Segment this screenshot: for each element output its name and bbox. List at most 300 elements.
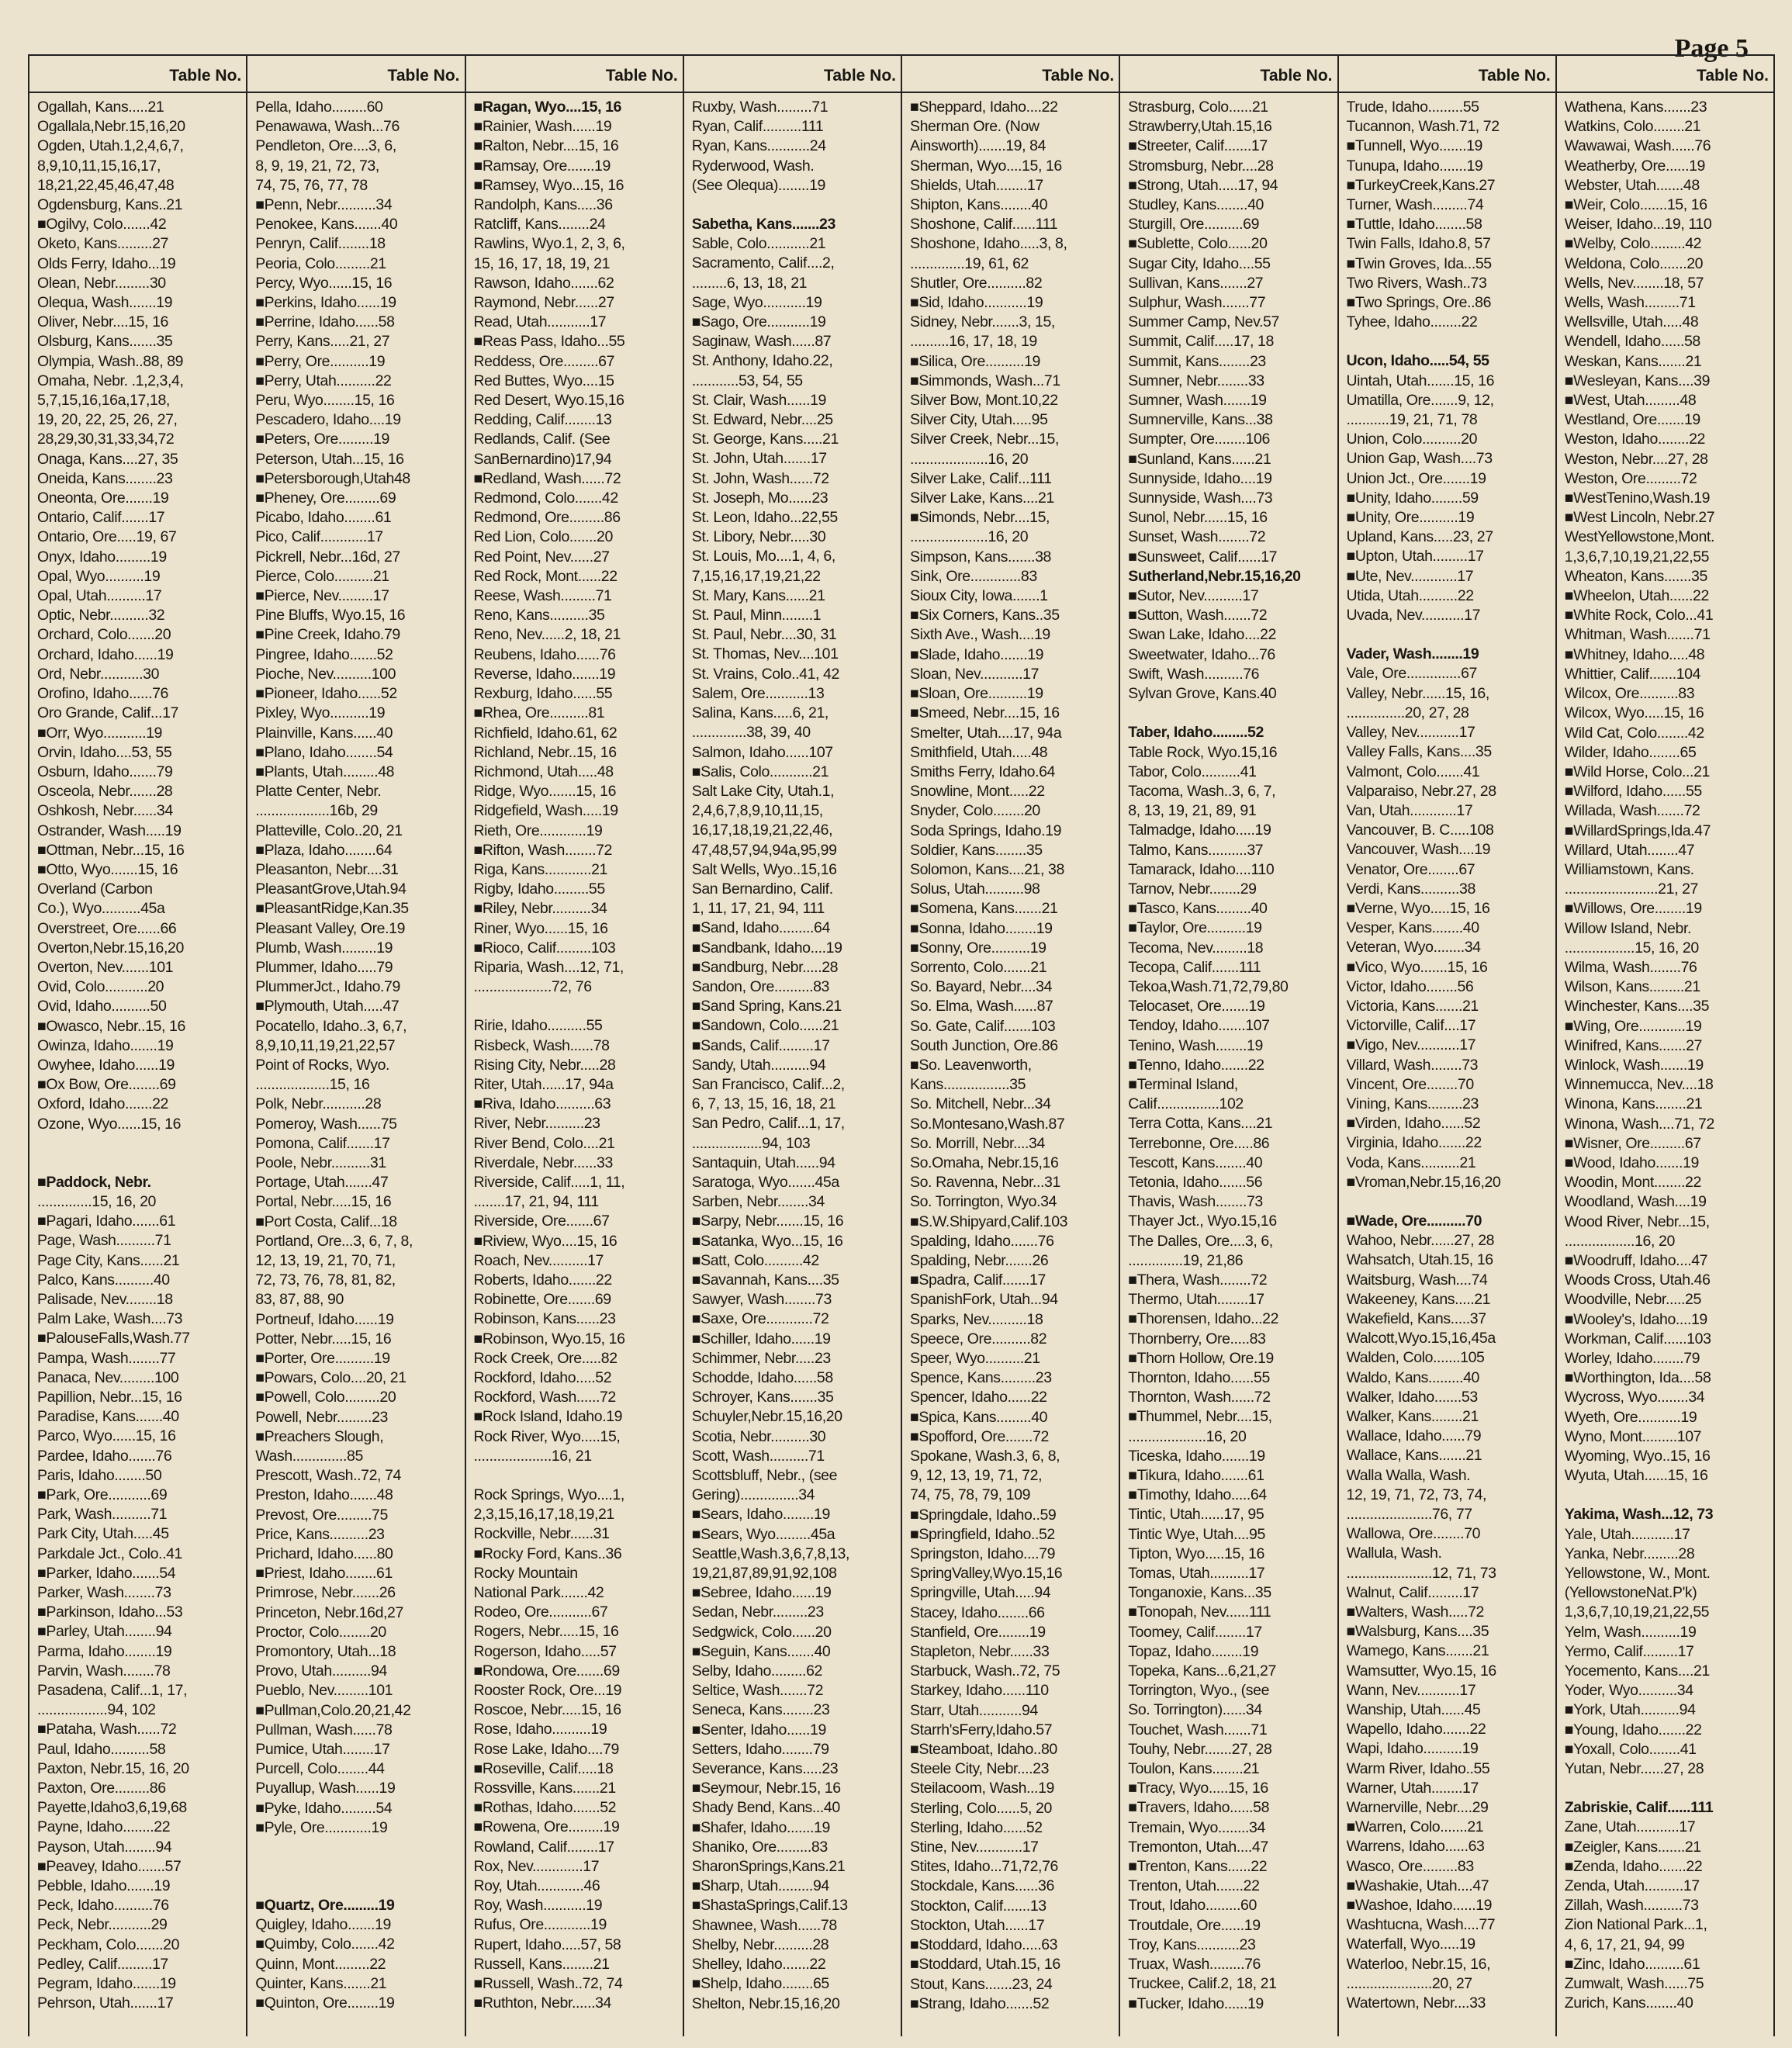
station-entry: Pierce, Colo..........21	[255, 567, 389, 585]
station-entry: ■Spadra, Calif.......17	[910, 1271, 1046, 1289]
station-entry: Walla Walla, Wash.	[1346, 1466, 1471, 1484]
station-entry: Walker, Kans........21	[1346, 1408, 1479, 1425]
station-entry: Summit, Calif.....17, 18	[1128, 333, 1274, 351]
station-entry: Wendell, Idaho......58	[1564, 333, 1700, 351]
station-entry: ............53, 54, 55	[691, 372, 803, 389]
station-entry: Olsburg, Kans.......35	[37, 333, 173, 351]
station-entry: Wyno, Mont.........107	[1564, 1427, 1702, 1445]
station-entry: ■Plants, Utah.........48	[255, 763, 395, 780]
column-header: Table No.	[466, 56, 683, 93]
station-entry: Plummer, Idaho.....79	[255, 958, 393, 976]
station-entry: ■Seguin, Kans.......40	[691, 1642, 831, 1660]
station-entry: ■Timothy, Idaho.....64	[1128, 1486, 1267, 1504]
station-entry: Troy, Kans...........23	[1128, 1936, 1256, 1953]
station-entry: ..............38, 39, 40	[691, 724, 811, 742]
station-entry: Rupert, Idaho.....57, 58	[473, 1936, 621, 1953]
station-entry: PleasantGrove,Utah.94	[255, 880, 406, 898]
station-entry: Rooster Rock, Ore...19	[473, 1682, 622, 1700]
station-entry: ■Sonna, Idaho........19	[910, 919, 1053, 937]
station-entry: Stine, Nev............17	[910, 1839, 1039, 1856]
station-entry: Rockford, Wash......72	[473, 1389, 616, 1406]
station-entry: Wamego, Kans.......21	[1346, 1642, 1489, 1660]
station-entry: St. Leon, Idaho...22,55	[691, 509, 838, 527]
station-entry: ■Salis, Colo...........21	[691, 763, 829, 780]
station-entry: Wilder, Idaho........65	[1564, 743, 1697, 761]
station-entry: ■Rowena, Ore.........19	[473, 1818, 620, 1836]
station-entry: Plumb, Wash.........19	[255, 939, 393, 957]
column-entries	[1128, 98, 1332, 2014]
station-entry: Opal, Wyo..........19	[37, 567, 161, 585]
section-lead-entry: Zabriskie, Calif......111	[1564, 1799, 1714, 1817]
station-entry: Telocaset, Ore.......19	[1128, 998, 1265, 1015]
station-entry: Stout, Kans.......23, 24	[910, 1975, 1053, 1993]
station-entry: Pegram, Idaho.......19	[37, 1975, 176, 1993]
station-entry: ■Taylor, Ore..........19	[1128, 919, 1262, 937]
station-entry: Penryn, Calif........18	[255, 235, 386, 253]
station-entry: Opal, Utah..........17	[37, 587, 162, 605]
station-entry: Yocemento, Kans....21	[1564, 1662, 1710, 1680]
station-entry: Percy, Wyo......15, 16	[255, 274, 393, 292]
station-entry: ■Walsburg, Kans....35	[1346, 1623, 1489, 1641]
spacer	[1128, 704, 1332, 723]
station-entry: ■Wilford, Idaho......55	[1564, 783, 1702, 801]
station-entry: ■Sand Spring, Kans.21	[691, 998, 842, 1015]
station-entry: Silver Lake, Calif...111	[910, 469, 1052, 487]
station-entry: Victorville, Calif....17	[1346, 1017, 1476, 1035]
station-entry: Shelby, Nebr..........28	[691, 1936, 829, 1953]
station-entry: Olympia, Wash..88, 89	[37, 352, 184, 370]
index-column-3	[466, 56, 684, 2036]
station-entry: Touchet, Wash.......71	[1128, 1721, 1268, 1738]
station-entry: Orvin, Idaho....53, 55	[37, 743, 172, 761]
section-lead-entry: Sutherland,Nebr.15,16,20	[1128, 567, 1301, 585]
station-entry: Red Point, Nev......27	[473, 548, 610, 566]
station-entry: Gering)...............34	[691, 1486, 815, 1504]
station-entry: Tarnov, Nebr........29	[1128, 880, 1257, 898]
station-entry: Ridgefield, Wash.....19	[473, 802, 618, 820]
station-entry: Roberts, Idaho.......22	[473, 1271, 612, 1289]
station-entry: ■Woodruff, Idaho....47	[1564, 1251, 1708, 1269]
station-entry: Oshkosh, Nebr......34	[37, 802, 173, 820]
station-entry: Scotia, Nebr..........30	[691, 1427, 826, 1445]
station-entry: Silver Lake, Kans....21	[910, 490, 1054, 507]
column-entries	[1565, 98, 1769, 2014]
station-entry: So. Mitchell, Nebr...34	[910, 1095, 1051, 1113]
station-entry: ■Ruthton, Nebr......34	[473, 1994, 611, 2012]
station-entry: ■Verne, Wyo.....15, 16	[1346, 899, 1490, 917]
station-entry: ■Weir, Colo.......15, 16	[1564, 196, 1707, 214]
station-entry: Sunnyside, Idaho....19	[1128, 469, 1272, 487]
station-entry: Solus, Utah..........98	[910, 880, 1040, 898]
station-entry: ■Worthington, Ida....58	[1564, 1369, 1711, 1387]
station-entry: ■Silica, Ore..........19	[910, 352, 1040, 370]
station-entry: Prevost, Ore.........75	[255, 1506, 388, 1524]
station-entry: ■Wisner, Ore.........67	[1564, 1134, 1701, 1152]
station-entry: Ruxby, Wash.........71	[691, 99, 829, 116]
station-entry: ■Sebree, Idaho......19	[691, 1584, 832, 1602]
station-entry: Seneca, Kans........23	[691, 1701, 830, 1719]
station-entry: Tomas, Utah..........17	[1128, 1565, 1265, 1583]
station-entry: Table Rock, Wyo.15,16	[1128, 743, 1278, 761]
station-entry: Salt Wells, Wyo..15,16	[691, 860, 837, 878]
station-entry: ■Terminal Island,	[1128, 1075, 1238, 1093]
station-entry: ■Ox Bow, Ore........69	[37, 1076, 176, 1094]
station-entry: Rufus, Ore............19	[473, 1916, 607, 1934]
station-entry: ■Sunsweet, Calif......17	[1128, 548, 1278, 566]
station-entry: Pioche, Nev..........100	[255, 665, 396, 683]
station-entry: ■Sandown, Colo......21	[691, 1017, 839, 1035]
station-entry: ■PalouseFalls,Wash.77	[37, 1330, 190, 1347]
station-entry: ■Parley, Utah........94	[37, 1623, 172, 1641]
station-entry: Reddess, Ore.........67	[473, 352, 615, 370]
station-entry: ■Port Costa, Calif...18	[255, 1213, 397, 1230]
station-entry: ■Springfield, Idaho..52	[910, 1525, 1055, 1543]
station-entry: Tenino, Wash........19	[1128, 1036, 1263, 1054]
station-entry: Terrebonne, Ore.....86	[1128, 1134, 1270, 1152]
station-entry: Paul, Idaho..........58	[37, 1740, 166, 1758]
station-entry: ■Pyle, Ore............19	[255, 1818, 388, 1836]
station-entry: Orchard, Colo.......20	[37, 626, 171, 644]
station-entry: Whitman, Wash.......71	[1564, 626, 1711, 644]
station-entry: Zurich, Kans........40	[1564, 1994, 1693, 2012]
station-entry: Waterloo, Nebr.15, 16,	[1346, 1955, 1491, 1973]
station-entry: Shutler, Ore..........82	[910, 274, 1043, 292]
station-entry: St. Paul, Minn........1	[691, 607, 822, 624]
station-entry: Peru, Wyo........15, 16	[255, 392, 395, 410]
station-entry: Waitsburg, Wash....74	[1346, 1271, 1488, 1289]
station-entry: Thavis, Wash........73	[1128, 1193, 1263, 1211]
station-entry: Redding, Calif........13	[473, 411, 612, 429]
station-entry: Ovid, Colo...........20	[37, 978, 164, 996]
station-entry: .........6, 13, 18, 21	[691, 274, 808, 292]
station-entry: Portneuf, Idaho......19	[255, 1310, 394, 1328]
section-lead-entry: ■Wade, Ore..........70	[1346, 1212, 1482, 1230]
station-entry: Prescott, Wash..72, 74	[255, 1467, 401, 1485]
station-entry: ■Rainier, Wash......19	[473, 118, 612, 136]
station-entry: Ryan, Kans...........24	[691, 137, 826, 155]
station-entry: River Bend, Colo....21	[473, 1134, 615, 1152]
station-entry: ■Pullman,Colo.20,21,42	[255, 1701, 411, 1719]
station-entry: Speece, Ore..........82	[910, 1330, 1047, 1347]
station-entry: ■Sonny, Ore..........19	[910, 939, 1046, 957]
station-entry: Weldona, Colo.......20	[1564, 254, 1704, 272]
station-entry: ■Thorn Hollow, Ore.19	[1128, 1349, 1274, 1367]
index-column-2	[247, 56, 465, 2036]
column-header: Table No.	[29, 56, 246, 93]
station-entry: ■Sid, Idaho...........19	[910, 294, 1043, 312]
station-entry: ■Pataha, Wash......72	[37, 1721, 177, 1738]
station-entry: SanBernardino)17,94	[473, 450, 612, 468]
station-entry: Utida, Utah..........22	[1346, 586, 1474, 604]
station-entry: Speer, Wyo..........21	[910, 1350, 1040, 1367]
station-entry: Pescadero, Idaho....19	[255, 411, 401, 429]
station-entry: ■Perrine, Idaho......58	[255, 313, 395, 331]
station-entry: Verdi, Kans..........38	[1346, 880, 1475, 898]
station-entry: Scott, Wash..........71	[691, 1447, 825, 1465]
station-entry: ■Sandburg, Nebr.....28	[691, 958, 839, 976]
station-entry: Wallace, Kans.......21	[1346, 1447, 1482, 1465]
station-entry: Starbuck, Wash..72, 75	[910, 1662, 1060, 1680]
station-entry: Reese, Wash.........71	[473, 587, 612, 605]
station-entry: ■Strang, Idaho.......52	[910, 1994, 1050, 2012]
station-entry: ■Strong, Utah.....17, 94	[1128, 176, 1278, 194]
station-entry: Richland, Nebr..15, 16	[473, 743, 617, 761]
station-entry: Wells, Nev........18, 57	[1564, 274, 1704, 292]
station-entry: ■Thera, Wash........72	[1128, 1271, 1268, 1289]
station-entry: Princeton, Nebr.16d,27	[255, 1603, 403, 1621]
station-entry: Van, Utah............17	[1346, 801, 1473, 819]
station-entry: ..............19, 61, 62	[910, 254, 1029, 272]
station-entry: ■Warren, Colo.......21	[1346, 1818, 1484, 1836]
station-entry: Ogdensburg, Kans..21	[37, 196, 183, 214]
station-entry: 6, 7, 13, 15, 16, 18, 21	[691, 1095, 836, 1113]
station-entry: 7,15,16,17,19,21,22	[691, 567, 821, 585]
station-entry: ■Wheelon, Utah......22	[1564, 587, 1709, 605]
station-entry: Wood River, Nebr...15,	[1564, 1213, 1710, 1230]
station-entry: Tekoa,Wash.71,72,79,80	[1128, 977, 1289, 995]
station-entry: Ozone, Wyo......15, 16	[37, 1115, 182, 1133]
station-entry: Stockton, Utah......17	[910, 1916, 1045, 1934]
station-entry: 15, 16, 17, 18, 19, 21	[473, 254, 611, 272]
station-entry: Roy, Utah............46	[473, 1877, 600, 1895]
station-entry: Riverside, Calif.....1, 11,	[473, 1173, 625, 1191]
station-entry: Oro Grande, Calif...17	[37, 704, 178, 722]
spacer	[1347, 1192, 1551, 1212]
station-entry: (See Olequa)........19	[691, 176, 825, 194]
station-entry: Paxton, Nebr.15, 16, 20	[37, 1759, 189, 1777]
station-entry: Pasadena, Calif...1, 17,	[37, 1682, 188, 1700]
station-entry: Woodin, Mont........22	[1564, 1174, 1701, 1192]
station-entry: ■Ottman, Nebr...15, 16	[37, 841, 185, 859]
station-entry: Co.), Wyo..........45a	[37, 900, 165, 918]
station-entry: Sorrento, Colo.......21	[910, 958, 1047, 976]
station-entry: ■Welby, Colo.........42	[1564, 235, 1702, 253]
station-entry: Thornton, Wash......72	[1128, 1389, 1271, 1406]
station-entry: Vancouver, B. C.....108	[1346, 822, 1494, 839]
station-entry: Two Rivers, Wash..73	[1346, 274, 1487, 292]
station-entry: Watkins, Colo........21	[1564, 118, 1701, 136]
station-entry: Provo, Utah..........94	[255, 1662, 387, 1680]
station-entry: Ryan, Calif..........111	[691, 118, 824, 136]
station-entry: Riverdale, Nebr......33	[473, 1154, 613, 1171]
spacer	[255, 1838, 459, 1857]
station-entry: 19,21,87,89,91,92,108	[691, 1565, 837, 1583]
station-entry: Peck, Idaho..........76	[37, 1897, 169, 1915]
station-entry: Robinson, Kans......23	[473, 1310, 616, 1328]
station-entry: Payson, Utah........94	[37, 1838, 172, 1856]
station-entry: Payette,Idaho3,6,19,68	[37, 1799, 187, 1817]
station-entry: ■Roseville, Calif.....18	[473, 1759, 614, 1777]
station-entry: Pedley, Calif.........17	[37, 1955, 168, 1973]
station-entry: Winona, Wash....71, 72	[1564, 1115, 1714, 1133]
station-entry: Page City, Kans......21	[37, 1251, 180, 1269]
station-entry: Starkey, Idaho......110	[910, 1682, 1049, 1700]
station-entry: ■Petersborough,Utah48	[255, 469, 410, 487]
station-entry: ■Redland, Wash......72	[473, 469, 621, 487]
station-entry: South Junction, Ore.86	[910, 1036, 1058, 1054]
station-entry: Silver Bow, Mont.10,22	[910, 392, 1058, 410]
station-entry: Overstreet, Ore......66	[37, 919, 177, 937]
station-entry: Wakeeney, Kans.....21	[1346, 1290, 1491, 1308]
station-entry: Riparia, Wash....12, 71,	[473, 958, 624, 976]
index-column-8	[1557, 56, 1775, 2036]
station-entry: Red Lion, Colo.......20	[473, 528, 613, 546]
station-entry: 1,3,6,7,10,19,21,22,55	[1564, 548, 1710, 566]
station-entry: Soda Springs, Idaho.19	[910, 822, 1062, 839]
station-entry: Yutan, Nebr......27, 28	[1564, 1760, 1704, 1778]
station-entry: Ontario, Calif.......17	[37, 509, 165, 527]
station-entry: Valparaiso, Nebr.27, 28	[1346, 782, 1496, 800]
station-entry: ■Schiller, Idaho......19	[691, 1330, 831, 1347]
station-entry: Studley, Kans........40	[1128, 196, 1264, 214]
station-entry: ■Pine Creek, Idaho.79	[255, 626, 400, 644]
station-entry: ■Twin Groves, Ida...55	[1346, 254, 1492, 272]
station-entry: Roach, Nev..........17	[473, 1251, 604, 1269]
station-entry: St. Vrains, Colo..41, 42	[691, 665, 839, 683]
station-entry: ■Stoddard, Utah.15, 16	[910, 1956, 1060, 1974]
column-header: Table No.	[1120, 56, 1337, 93]
station-entry: Pico, Calif............17	[255, 528, 383, 546]
station-entry: Tremain, Wyo........34	[1128, 1818, 1265, 1836]
station-entry: St. John, Utah.......17	[691, 450, 827, 468]
station-entry: SharonSprings,Kans.21	[691, 1858, 846, 1876]
section-lead-entry: Ucon, Idaho.....54, 55	[1346, 352, 1489, 370]
station-entry: Powell, Nebr.........23	[255, 1408, 388, 1426]
station-entry: ■West Lincoln, Nebr.27	[1564, 509, 1715, 527]
station-entry: Oneonta, Ore.......19	[37, 490, 169, 507]
station-entry: Springston, Idaho....79	[910, 1545, 1056, 1563]
station-entry: Woodville, Nebr.....25	[1564, 1291, 1701, 1309]
station-entry: So. Gate, Calif.......103	[910, 1017, 1056, 1035]
station-entry: Purcell, Colo........44	[255, 1760, 385, 1778]
spacer	[1565, 1486, 1769, 1505]
station-entry: Paradise, Kans.......40	[37, 1408, 179, 1426]
station-entry: Riga, Kans............21	[473, 860, 607, 878]
station-entry: Wilma, Wash........76	[1564, 958, 1697, 976]
station-entry: 1,3,6,7,10,19,21,22,55	[1564, 1603, 1710, 1621]
station-entry: Scottsbluff, Nebr., (see	[691, 1467, 838, 1485]
station-entry: ■Robinson, Wyo.15, 16	[473, 1330, 625, 1347]
station-entry: Stromsburg, Nebr....28	[1128, 157, 1274, 175]
station-entry: 16,17,18,19,21,22,46,	[691, 822, 833, 839]
station-entry: ■Perry, Ore..........19	[255, 352, 386, 370]
station-entry: ■Virden, Idaho......52	[1346, 1115, 1481, 1133]
station-entry: ■Rifton, Wash........72	[473, 841, 613, 859]
station-entry: ■Park, Ore...........69	[37, 1486, 168, 1504]
station-entry: Valmont, Colo.......41	[1346, 763, 1480, 780]
station-entry: Kans.................35	[910, 1076, 1026, 1094]
station-entry: Page, Wash..........71	[37, 1232, 171, 1250]
station-entry: Schodde, Idaho......58	[691, 1369, 833, 1386]
station-entry: Overton,Nebr.15,16,20	[37, 939, 184, 957]
station-entry: St. Edward, Nebr....25	[691, 411, 833, 429]
station-entry: Smiths Ferry, Idaho.64	[910, 763, 1055, 780]
station-entry: Sunol, Nebr......15, 16	[1128, 509, 1268, 527]
station-entry: Summit, Kans........23	[1128, 352, 1266, 370]
section-lead-entry: Sabetha, Kans.......23	[691, 216, 835, 234]
station-entry: ■Senter, Idaho......19	[691, 1721, 826, 1738]
station-entry: Wallowa, Ore........70	[1346, 1525, 1481, 1543]
station-entry: Spence, Kans.........23	[910, 1369, 1052, 1387]
station-entry: WestYellowstone,Mont.	[1564, 528, 1714, 546]
station-entry: Swan Lake, Idaho....22	[1128, 626, 1276, 644]
station-entry: 8, 13, 19, 21, 89, 91	[1128, 802, 1257, 820]
station-entry: ■Vroman,Nebr.15,16,20	[1346, 1173, 1501, 1191]
index-column-1	[29, 56, 247, 2036]
station-entry: Steilacoom, Wash...19	[910, 1780, 1054, 1797]
station-entry: Ririe, Idaho..........55	[473, 1017, 603, 1035]
station-entry: Quigley, Idaho.......19	[255, 1916, 391, 1934]
station-entry: Topaz, Idaho........19	[1128, 1642, 1259, 1660]
station-entry: ■Riley, Nebr..........34	[473, 900, 607, 918]
station-entry: Sloan, Nev...........17	[910, 665, 1040, 683]
station-entry: Pomeroy, Wash......75	[255, 1115, 397, 1133]
station-entry: Reverse, Idaho.......19	[473, 665, 616, 683]
station-entry: Zane, Utah...........17	[1564, 1818, 1696, 1836]
station-entry: Sioux City, Iowa.......1	[910, 587, 1048, 605]
station-entry: Stanfield, Ore........19	[910, 1623, 1046, 1641]
station-entry: Stapleton, Nebr......33	[910, 1643, 1050, 1661]
station-entry: ■Satanka, Wyo...15, 16	[691, 1232, 843, 1250]
station-entry: ■Porter, Ore..........19	[255, 1350, 390, 1367]
station-entry: Pullman, Wash......78	[255, 1721, 393, 1738]
station-entry: ■Wesleyan, Kans....39	[1564, 372, 1711, 389]
station-entry: Sterling, Colo......5, 20	[910, 1799, 1052, 1817]
station-entry: Terra Cotta, Kans....21	[1128, 1115, 1273, 1133]
station-entry: Webster, Utah.......48	[1564, 176, 1700, 194]
station-entry: Thornberry, Ore.....83	[1128, 1330, 1266, 1347]
station-entry: Shelley, Idaho.......22	[691, 1956, 826, 1974]
station-entry: ■Simonds, Nebr....15,	[910, 509, 1050, 527]
station-entry: Ainsworth).......19, 84	[910, 137, 1046, 155]
station-entry: ■Sunland, Kans......21	[1128, 450, 1271, 468]
station-entry: Pickrell, Nebr...16d, 27	[255, 548, 400, 566]
station-entry: Salina, Kans.....6, 21,	[691, 704, 829, 722]
section-lead-entry: Vader, Wash........19	[1346, 645, 1479, 663]
station-entry: ■Simmonds, Wash...71	[910, 372, 1060, 389]
station-entry: Yellowstone, W., Mont.	[1564, 1565, 1711, 1583]
station-entry: Tucannon, Wash.71, 72	[1346, 118, 1500, 136]
station-entry: St. Thomas, Nev....101	[691, 645, 839, 663]
station-entry: Smithfield, Utah.....48	[910, 743, 1048, 761]
station-entry: Yermo, Calif.........17	[1564, 1642, 1694, 1660]
station-entry: Parkdale Jct., Colo..41	[37, 1545, 182, 1562]
station-entry: ■West, Utah.........48	[1564, 392, 1697, 410]
station-entry: Rodeo, Ore...........67	[473, 1603, 608, 1621]
station-entry: ■Savannah, Kans....35	[691, 1271, 839, 1289]
station-entry: Weston, Ore.........72	[1564, 469, 1697, 487]
station-entry: Sedan, Nebr.........23	[691, 1603, 824, 1621]
station-entry: Price, Kans..........23	[255, 1525, 385, 1543]
station-entry: Primrose, Nebr.......26	[255, 1584, 396, 1602]
station-entry: ........................21, 27	[1564, 880, 1698, 898]
station-entry: Tyhee, Idaho........22	[1346, 313, 1478, 331]
station-entry: Uintah, Utah.......15, 16	[1346, 372, 1495, 389]
station-entry: Santaquin, Utah......94	[691, 1154, 835, 1171]
station-entry: ■Sloan, Ore..........19	[910, 685, 1043, 703]
station-entry: So.Omaha, Nebr.15,16	[910, 1154, 1059, 1171]
station-entry: Parco, Wyo......15, 16	[37, 1427, 176, 1445]
station-entry: ■Pioneer, Idaho......52	[255, 685, 397, 703]
station-entry: Washtucna, Wash....77	[1346, 1916, 1496, 1934]
page-number: Page 5	[1674, 34, 1749, 63]
station-entry: 5,7,15,16,16a,17,18,	[37, 392, 170, 410]
station-entry: ....................16, 21	[473, 1447, 592, 1465]
station-entry: Paxton, Ore.........86	[37, 1780, 166, 1797]
station-entry: ■Washakie, Utah....47	[1346, 1877, 1489, 1894]
station-entry: Pardee, Idaho.......76	[37, 1447, 172, 1465]
station-entry: Risbeck, Wash......78	[473, 1036, 610, 1054]
